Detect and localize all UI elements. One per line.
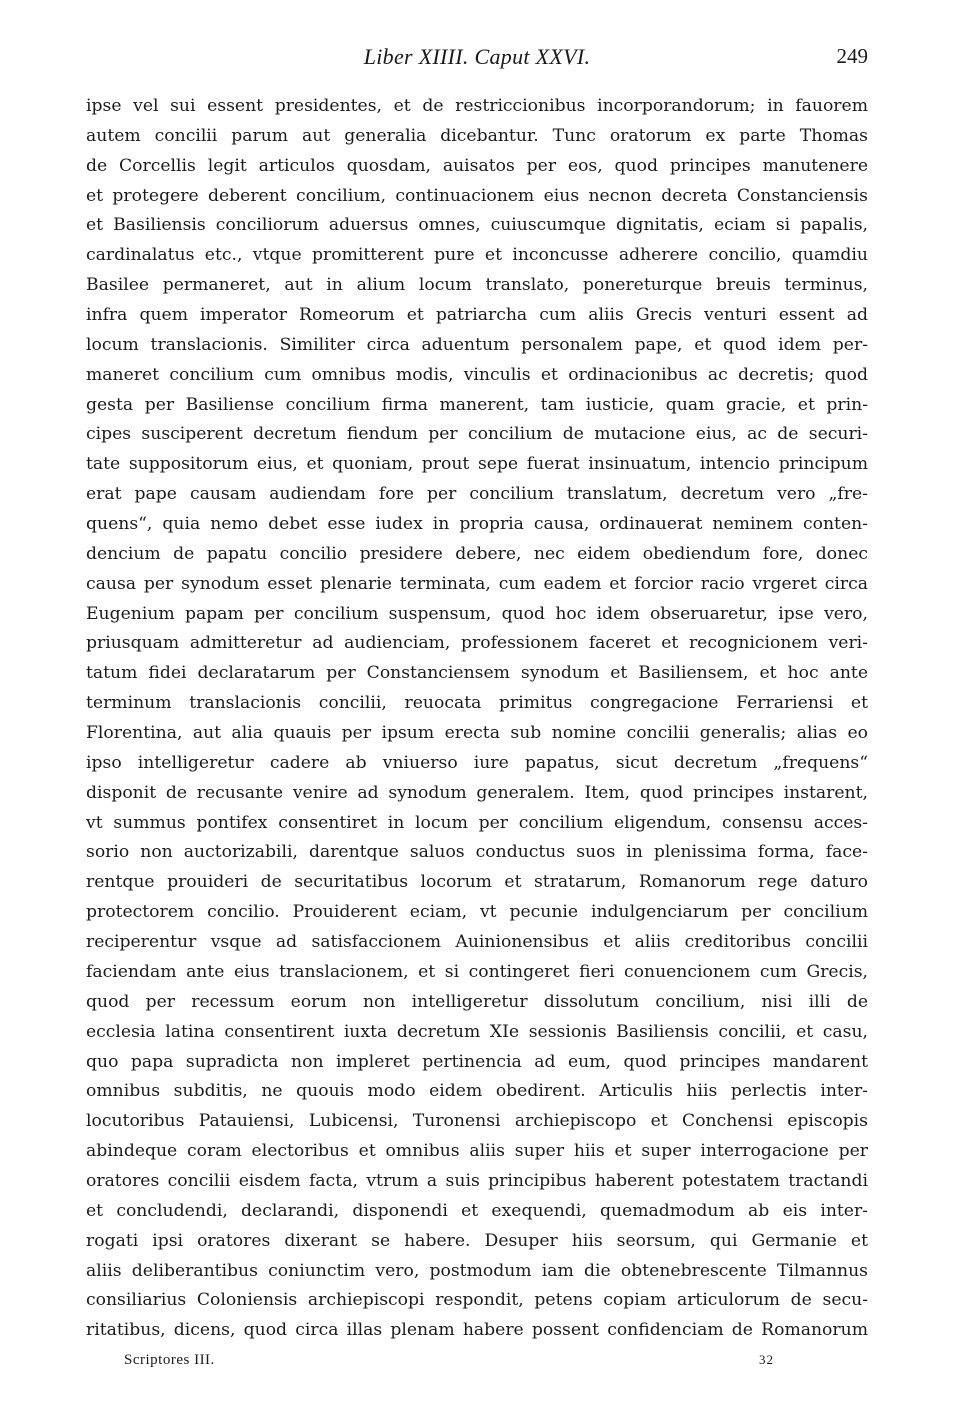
text-line: et protegere deberent concilium, continuacionem eius necnon decreta Constanciensis [86,185,868,206]
text-line: faciendam ante eius translacionem, et si contingeret fieri conuencionem cum Grecis, [86,961,868,982]
text-line: dencium de papatu concilio presidere debere, nec eidem obediendum fore, donec [86,543,868,564]
text-line: sorio non auctorizabili, darentque saluos conductus suos in plenissima forma, face- [86,842,868,863]
text-line: ipse vel sui essent presidentes, et de restriccionibus incorporandorum; in fauorem [86,96,868,116]
text-line: Florentina, aut alia quauis per ipsum erecta sub nomine concilii generalis; alias eo [86,723,868,744]
text-line: ipso intelligeretur cadere ab vniuerso iure papatus, sicut decretum „frequens“ [86,752,868,773]
text-line: Basilee permaneret, aut in alium locum translato, ponereturque breuis terminus, [86,275,868,296]
text-line: cardinalatus etc., vtque promitterent pure et inconcusse adherere concilio, quamdiu [86,245,868,266]
page-footer [124,1352,774,1374]
text-line: terminum translacionis concilii, reuocata primitus congregacione Ferrariensi et [86,693,868,714]
footer-signature-mark: 32 [759,1352,774,1367]
text-line: causa per synodum esset plenarie terminata, cum eadem et forcior racio vrgeret circa [86,573,868,594]
text-line: locutoribus Patauiensi, Lubicensi, Turonensi archiepiscopo et Conchensi episcopis [86,1111,868,1132]
text-line: rogati ipsi oratores dixerant se habere. Desuper hiis seorsum, qui Germanie et [86,1230,868,1251]
text-line: de Corcellis legit articulos quosdam, auisatos per eos, quod principes manutenere [86,155,868,176]
text-line: omnibus subditis, ne quouis modo eidem obedirent. Articulis hiis perlectis inter- [86,1081,868,1102]
text-line: reciperentur vsque ad satisfaccionem Auinionensibus et aliis creditoribus concilii [86,932,868,953]
running-title: Liber XIIII. Caput XXVI. [363,44,591,69]
text-line: disponit de recusante venire ad synodum generalem. Item, quod principes instarent, [86,782,868,803]
text-line: priusquam admitteretur ad audienciam, professionem faceret et recognicionem veri- [86,633,868,654]
footer-signature: Scriptores III. [124,1352,215,1368]
text-line: autem concilii parum aut generalia dicebantur. Tunc oratorum ex parte Thomas [86,125,868,146]
body-text [86,92,868,1346]
text-line: quo papa supradicta non impleret pertinencia ad eum, quod principes mandarent [86,1051,868,1072]
text-line: maneret concilium cum omnibus modis, vinculis et ordinacionibus ac decretis; quod [86,364,868,385]
text-line: vt summus pontifex consentiret in locum per concilium eligendum, consensu acces- [86,812,868,833]
text-line: ritatibus, dicens, quod circa illas plenam habere possent confidenciam de Romanorum [86,1320,868,1341]
text-line: locum translacionis. Similiter circa aduentum personalem pape, et quod idem per- [86,334,868,355]
text-line: tatum fidei declaratarum per Constanciensem synodum et Basiliensem, et hoc ante [86,663,868,684]
text-line: oratores concilii eisdem facta, vtrum a suis principibus haberent potestatem tractandi [86,1170,868,1191]
text-line: infra quem imperator Romeorum et patriarcha cum aliis Grecis venturi essent ad [86,305,868,326]
text-line: erat pape causam audiendam fore per concilium translatum, decretum vero „fre- [86,484,868,505]
text-line: quens“, quia nemo debet esse iudex in propria causa, ordinauerat neminem conten- [86,514,868,535]
text-line: consiliarius Coloniensis archiepiscopi respondit, petens copiam articulorum de secu- [86,1290,868,1311]
page-number: 249 [836,44,868,68]
text-line: abindeque coram electoribus et omnibus aliis super hiis et super interrogacione per [86,1141,868,1162]
text-line: rentque prouideri de securitatibus locorum et stratarum, Romanorum rege daturo [86,872,868,893]
text-line: cipes susciperent decretum fiendum per concilium de mutacione eius, ac de securi- [86,424,868,445]
text-line: protectorem concilio. Prouiderent eciam, vt pecunie indulgenciarum per concilium [86,902,868,923]
text-line: et concludendi, declarandi, disponendi et exequendi, quemadmodum ab eis inter- [86,1200,868,1221]
text-line: Eugenium papam per concilium suspensum, quod hoc idem obseruaretur, ipse vero, [86,603,868,624]
text-line: ecclesia latina consentirent iuxta decretum XIe sessionis Basiliensis concilii, et casu, [86,1021,868,1042]
text-line: gesta per Basiliense concilium firma manerent, tam iusticie, quam gracie, et prin- [86,394,868,415]
text-line: tate suppositorum eius, et quoniam, prout sepe fuerat insinuatum, intencio principum [86,454,868,475]
running-head [86,44,868,76]
text-line: et Basiliensis conciliorum aduersus omnes, cuiuscumque dignitatis, eciam si papalis, [86,215,868,236]
text-line: aliis deliberantibus coniunctim vero, postmodum iam die obtenebrescente Tilmannus [86,1260,868,1281]
text-line: quod per recessum eorum non intelligeretur dissolutum concilium, nisi illi de [86,991,868,1012]
